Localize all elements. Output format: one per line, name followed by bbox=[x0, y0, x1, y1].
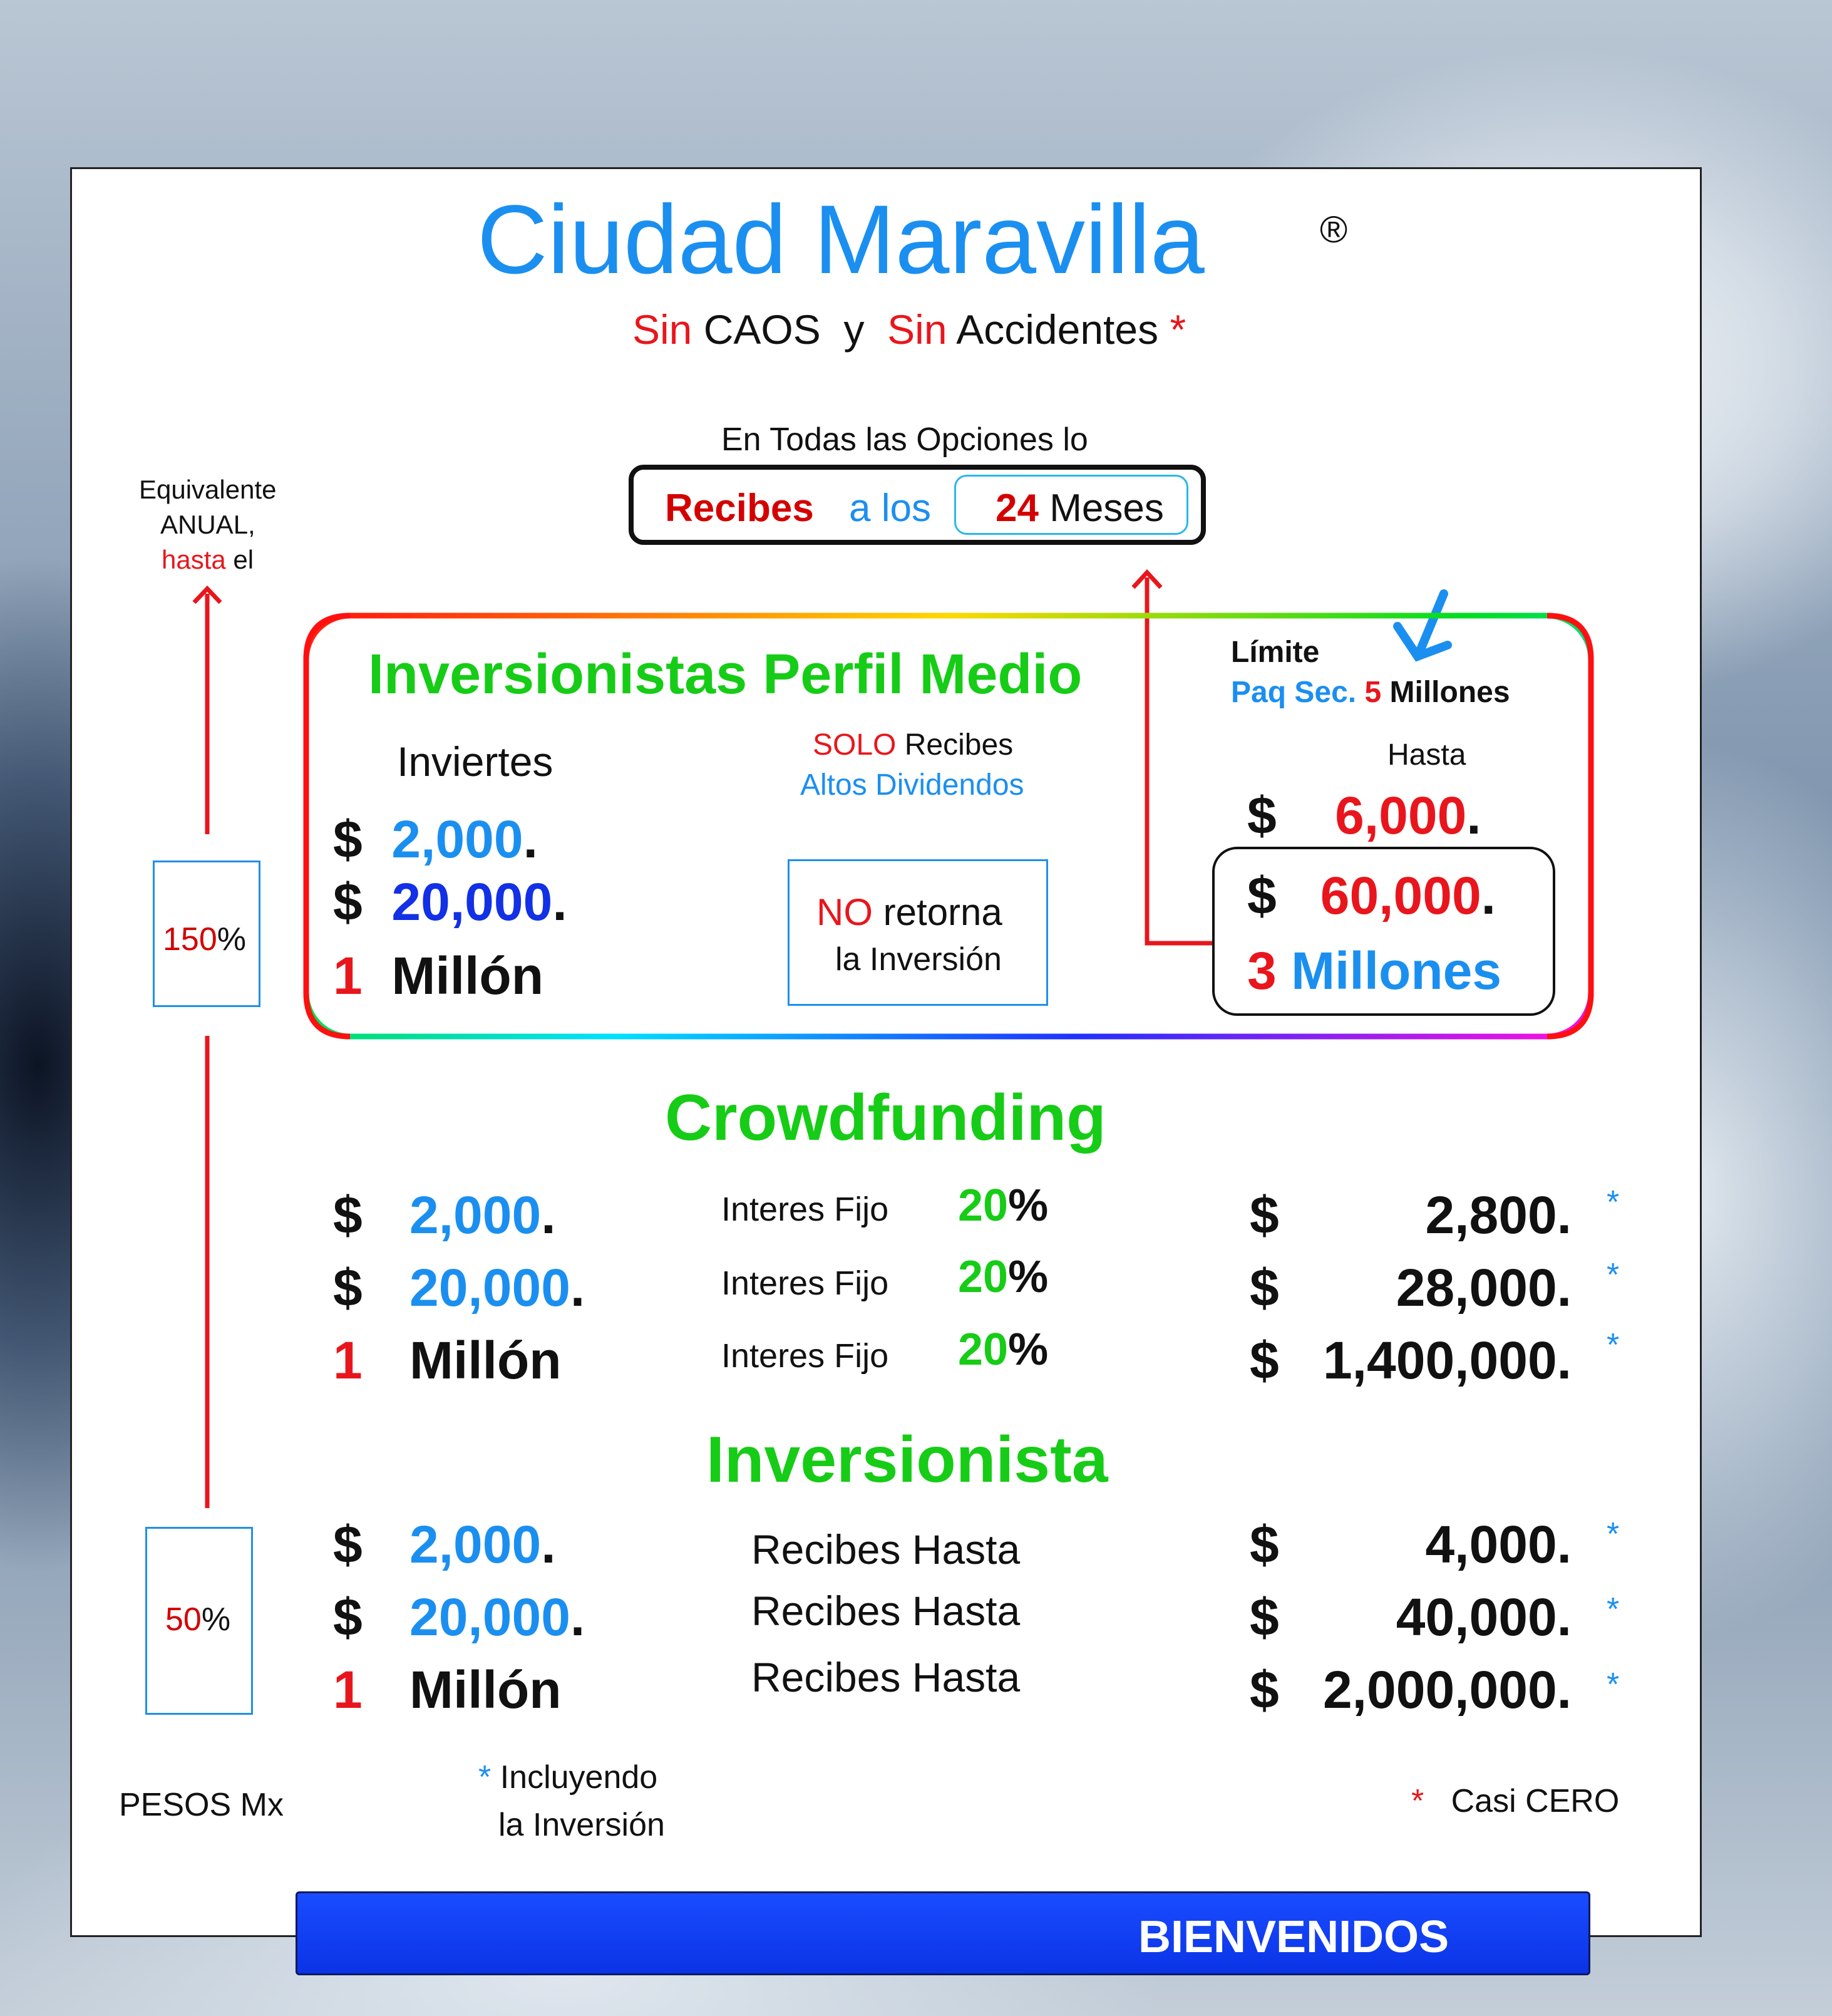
perfil-solo-recibes bbox=[813, 728, 1013, 762]
perfil-invest-1-amount: 2,000 bbox=[391, 810, 523, 869]
perfil-invest-2-currency: $ bbox=[333, 872, 363, 931]
crowd-row-3-value: Millón bbox=[409, 1331, 562, 1390]
crowd-row-2-result-currency: $ bbox=[1250, 1258, 1279, 1317]
no-label: NO bbox=[816, 891, 873, 933]
crowd-row-3-result-currency: $ bbox=[1250, 1331, 1279, 1390]
inv-row-1-currency: $ bbox=[333, 1515, 363, 1574]
perfil-output-1-amount: 6,000 bbox=[1335, 786, 1467, 845]
inv-row-2-amount bbox=[409, 1587, 585, 1648]
crowd-row-1-result: 2,800. bbox=[1425, 1186, 1572, 1244]
inv-row-3-currency: 1 bbox=[333, 1660, 363, 1719]
inv-row-3-value: Millón bbox=[409, 1660, 562, 1719]
perfil-altos-dividendos: Altos Dividendos bbox=[800, 768, 1024, 802]
perfil-output-3-number: 3 bbox=[1247, 941, 1277, 1000]
crowd-row-1-pct-symbol: % bbox=[1008, 1181, 1049, 1231]
perfil-invest-3-word: Millón bbox=[391, 946, 544, 1005]
perfil-invest-row-3 bbox=[333, 946, 543, 1006]
inv-row-1-dot: . bbox=[541, 1515, 556, 1574]
perfil-invest-row-1 bbox=[333, 809, 538, 870]
subtitle-accidentes: Accidentes bbox=[956, 306, 1159, 353]
footer-incluyendo bbox=[478, 1759, 657, 1796]
crowd-row-3-pct-number: 20 bbox=[958, 1325, 1009, 1375]
perfil-invest-2-dot: . bbox=[552, 872, 567, 931]
paq-sec-millones: Millones bbox=[1389, 676, 1510, 709]
percent-150 bbox=[163, 921, 246, 958]
side-hasta: hasta bbox=[162, 545, 226, 574]
inv-row-1-star: * bbox=[1607, 1516, 1620, 1553]
paq-sec-label: Paq Sec. bbox=[1231, 676, 1357, 709]
inv-row-3-result-currency: $ bbox=[1250, 1660, 1279, 1719]
months-number: 24 bbox=[996, 487, 1039, 530]
inv-row-2-dot: . bbox=[570, 1588, 585, 1646]
perfil-output-row-3 bbox=[1247, 941, 1501, 1001]
crowd-row-2-pct-symbol: % bbox=[1008, 1252, 1049, 1302]
perfil-output-3-word: Millones bbox=[1291, 941, 1502, 1000]
crowd-row-1-amount bbox=[409, 1185, 556, 1246]
crowd-row-2-currency: $ bbox=[333, 1258, 363, 1317]
subtitle-caos: CAOS bbox=[703, 306, 821, 353]
side-anual: ANUAL, bbox=[160, 510, 255, 539]
subtitle-sin-2: Sin bbox=[887, 306, 947, 353]
percent-50-symbol: % bbox=[201, 1601, 231, 1638]
perfil-invest-3-number: 1 bbox=[333, 946, 363, 1005]
inv-row-2-result-currency: $ bbox=[1250, 1588, 1279, 1646]
inv-row-1-label: Recibes Hasta bbox=[751, 1526, 1021, 1573]
perfil-output-2-amount: 60,000 bbox=[1320, 866, 1481, 925]
perfil-output-1-dot: . bbox=[1466, 786, 1481, 845]
inv-row-2-value: 20,000 bbox=[409, 1588, 570, 1646]
paq-sec-five: 5 bbox=[1364, 676, 1382, 709]
crowd-row-1-dot: . bbox=[541, 1186, 556, 1244]
inv-row-2-star: * bbox=[1607, 1591, 1620, 1628]
perfil-invest-1-dot: . bbox=[523, 810, 538, 869]
footer-casi-cero-star: * bbox=[1411, 1783, 1424, 1819]
subtitle-y: y bbox=[843, 306, 865, 353]
months-label: Meses bbox=[1049, 487, 1164, 530]
footer-incluyendo-star: * bbox=[478, 1759, 491, 1796]
percent-50-number: 50 bbox=[165, 1601, 202, 1638]
crowd-row-1-pct bbox=[958, 1180, 1048, 1231]
perfil-limite: Límite bbox=[1231, 636, 1320, 669]
footer-casi-cero bbox=[1411, 1782, 1619, 1820]
inv-row-1-result-currency: $ bbox=[1250, 1515, 1279, 1574]
crowd-row-2-pct-number: 20 bbox=[958, 1252, 1009, 1302]
inv-row-3-label: Recibes Hasta bbox=[751, 1654, 1021, 1700]
crowd-row-1-label: Interes Fijo bbox=[721, 1191, 889, 1228]
crowd-row-3-label: Interes Fijo bbox=[721, 1337, 889, 1375]
no-retorna-la-inversion: la Inversión bbox=[835, 941, 1002, 978]
footer-la-inversion: la Inversión bbox=[498, 1807, 665, 1843]
inv-row-2-result: 40,000. bbox=[1396, 1588, 1572, 1646]
crowd-row-3-star: * bbox=[1607, 1327, 1620, 1363]
percent-150-symbol: % bbox=[217, 921, 247, 958]
footer-incluyendo-text: Incluyendo bbox=[500, 1759, 658, 1796]
crowd-row-1-pct-number: 20 bbox=[958, 1181, 1009, 1231]
crowd-row-3-pct bbox=[958, 1324, 1048, 1375]
crowd-row-3-currency: 1 bbox=[333, 1331, 363, 1390]
inv-row-1-amount bbox=[409, 1514, 556, 1575]
perfil-recibes: Recibes bbox=[904, 728, 1014, 762]
percent-150-number: 150 bbox=[163, 921, 217, 958]
crowd-row-1-currency: $ bbox=[333, 1186, 363, 1244]
options-a-los: a los bbox=[849, 487, 931, 530]
side-el: el bbox=[233, 545, 254, 574]
bienvenidos-label: BIENVENIDOS bbox=[1138, 1912, 1449, 1962]
inv-row-1-value: 2,000 bbox=[409, 1515, 542, 1574]
no-retorna-text bbox=[816, 891, 1002, 934]
inv-row-2-label: Recibes Hasta bbox=[751, 1588, 1021, 1634]
perfil-invest-1-currency: $ bbox=[333, 810, 363, 869]
crowd-row-2-value: 20,000 bbox=[409, 1258, 570, 1317]
crowd-row-2-dot: . bbox=[570, 1258, 585, 1317]
inv-row-2-currency: $ bbox=[333, 1588, 363, 1646]
crowd-row-3-result: 1,400,000. bbox=[1322, 1331, 1572, 1390]
subtitle-sin-1: Sin bbox=[632, 306, 692, 353]
perfil-hasta: Hasta bbox=[1387, 738, 1466, 772]
retorna-label: retorna bbox=[883, 891, 1002, 933]
perfil-medio-title: Inversionistas Perfil Medio bbox=[368, 643, 1083, 706]
inv-row-3-star: * bbox=[1607, 1667, 1620, 1703]
crowd-row-1-value: 2,000 bbox=[409, 1186, 542, 1244]
side-equivalente: Equivalente bbox=[139, 475, 277, 504]
options-recibes: Recibes bbox=[665, 487, 814, 530]
footer-pesos: PESOS Mx bbox=[119, 1787, 284, 1823]
perfil-output-1-currency: $ bbox=[1247, 786, 1277, 845]
options-caption: En Todas las Opciones lo bbox=[721, 421, 1088, 458]
crowd-row-3-pct-symbol: % bbox=[1008, 1325, 1049, 1375]
perfil-invest-2-amount: 20,000 bbox=[391, 872, 553, 931]
crowd-row-3-amount bbox=[409, 1330, 562, 1391]
crowd-row-2-label: Interes Fijo bbox=[721, 1264, 889, 1302]
perfil-output-row-2 bbox=[1247, 866, 1496, 926]
inversionista-title: Inversionista bbox=[706, 1424, 1108, 1496]
subtitle-star: * bbox=[1170, 306, 1186, 353]
crowd-row-1-result-currency: $ bbox=[1250, 1186, 1279, 1244]
inv-row-3-amount bbox=[409, 1660, 562, 1720]
perfil-output-2-dot: . bbox=[1481, 866, 1496, 925]
crowd-row-2-star: * bbox=[1607, 1257, 1620, 1293]
percent-50 bbox=[165, 1601, 230, 1638]
perfil-output-2-currency: $ bbox=[1247, 866, 1277, 925]
inv-row-3-result: 2,000,000. bbox=[1322, 1660, 1572, 1719]
perfil-inviertes: Inviertes bbox=[397, 738, 553, 785]
crowd-row-2-pct bbox=[958, 1251, 1048, 1303]
crowd-row-2-result: 28,000. bbox=[1396, 1258, 1572, 1317]
crowd-row-2-amount bbox=[409, 1258, 585, 1318]
crowdfunding-title: Crowdfunding bbox=[665, 1082, 1106, 1154]
crowd-row-1-star: * bbox=[1607, 1184, 1620, 1221]
registered-mark: ® bbox=[1320, 209, 1348, 251]
footer-casi-cero-text: Casi CERO bbox=[1451, 1783, 1620, 1819]
perfil-solo: SOLO bbox=[813, 728, 897, 762]
perfil-paq-sec bbox=[1231, 675, 1510, 710]
inv-row-1-result: 4,000. bbox=[1425, 1515, 1572, 1574]
page-title: Ciudad Maravilla bbox=[477, 185, 1205, 294]
perfil-invest-row-2 bbox=[333, 872, 567, 933]
perfil-output-row-1 bbox=[1247, 785, 1481, 846]
